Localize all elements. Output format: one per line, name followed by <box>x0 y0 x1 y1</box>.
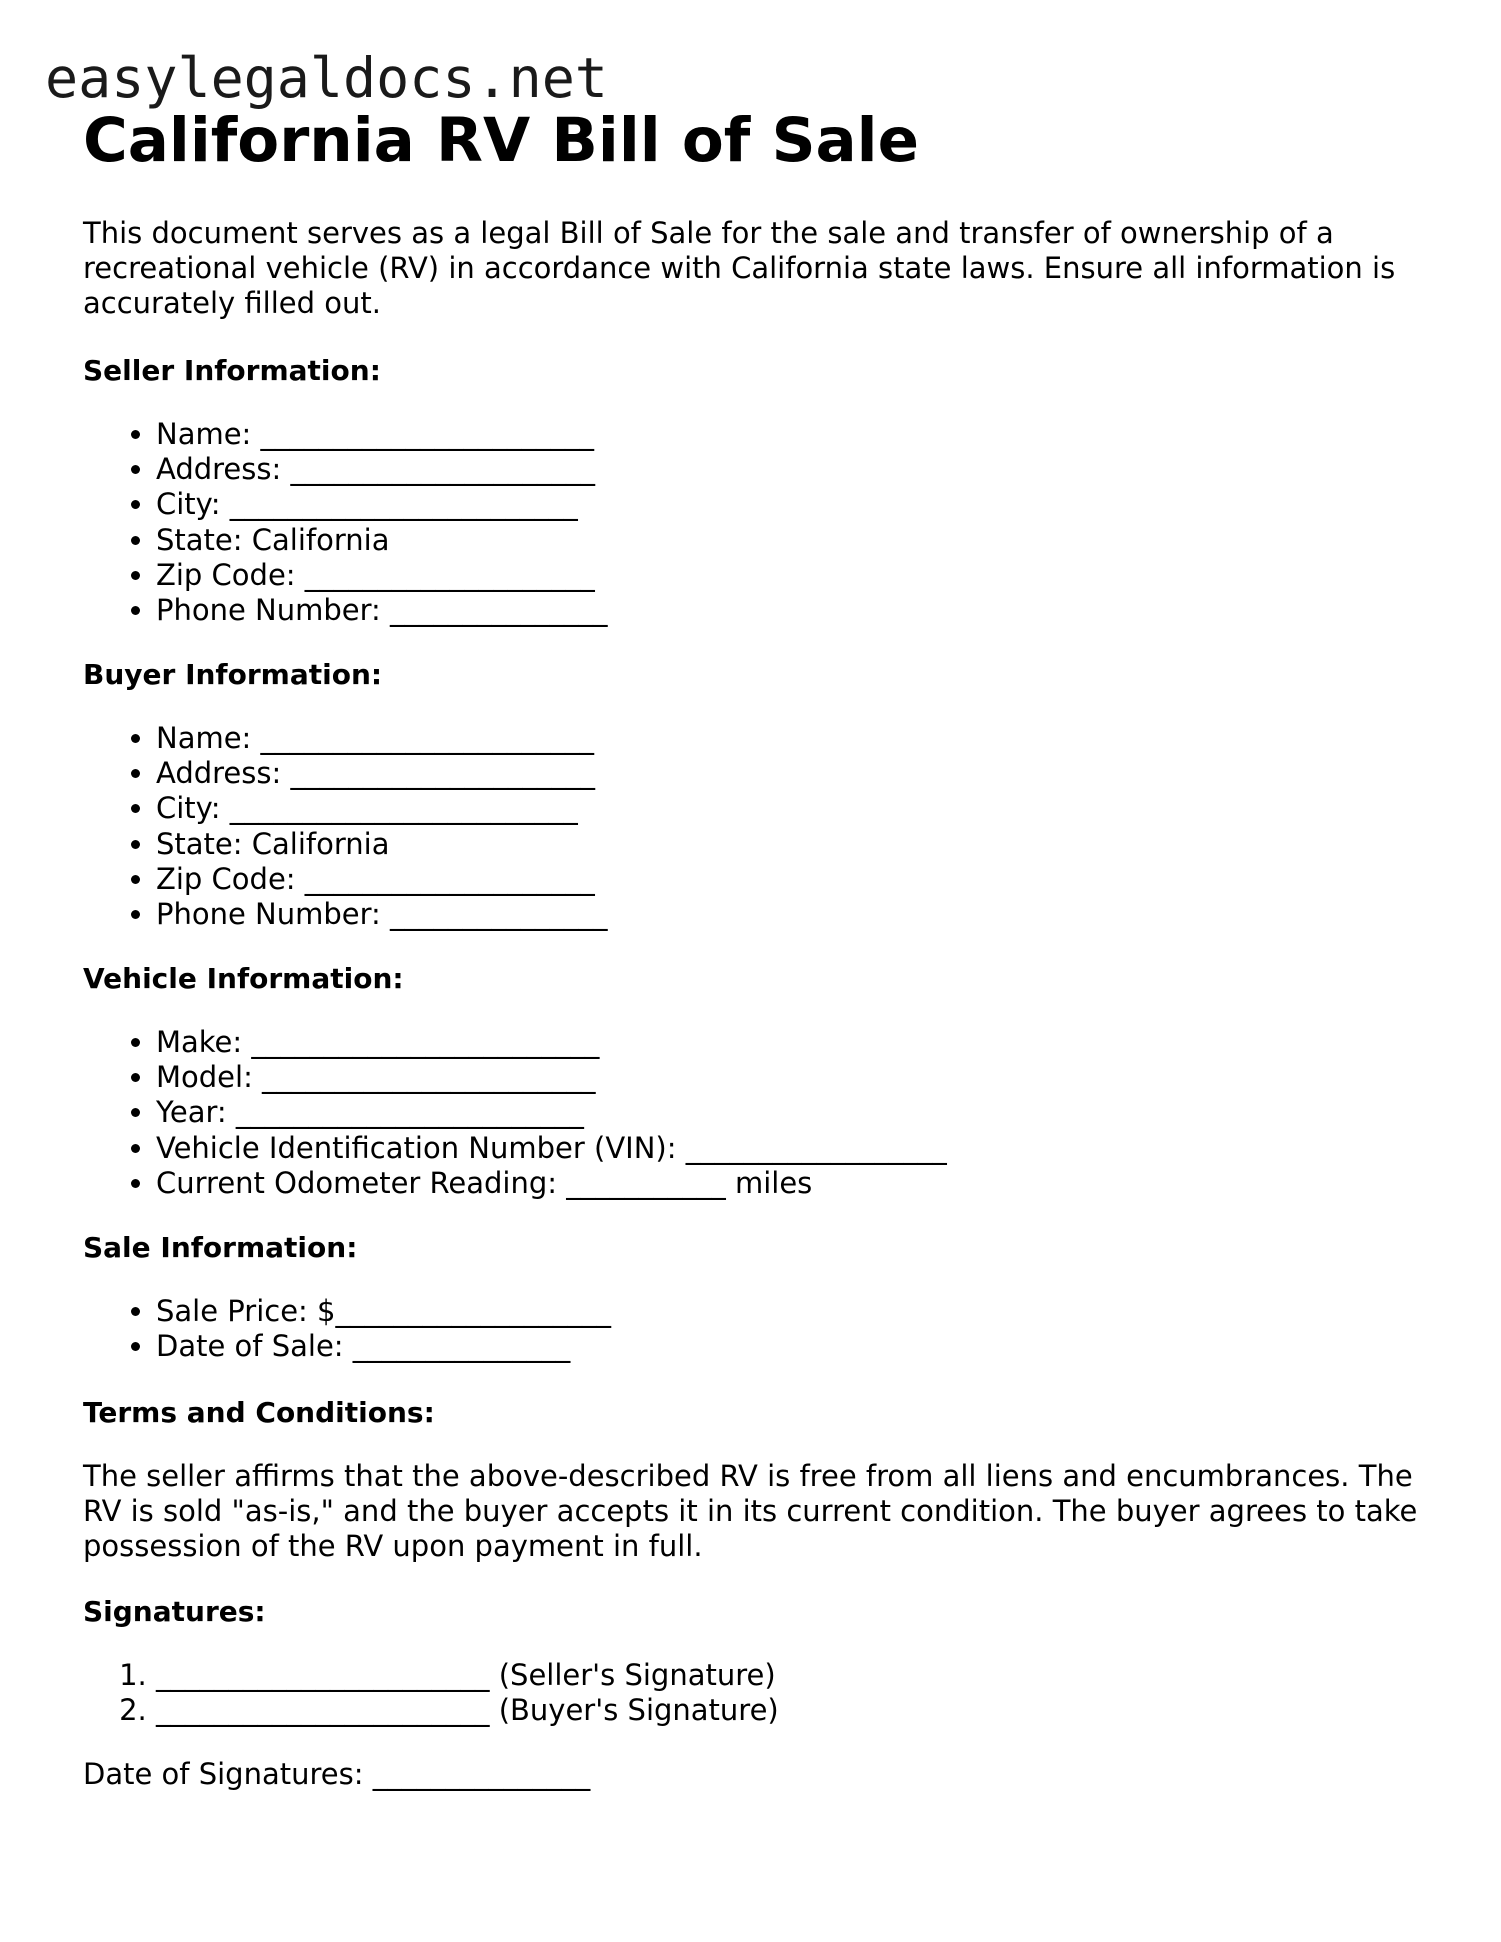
buyer-city-field: • City: ________________________ <box>156 791 1423 826</box>
intro-paragraph: This document serves as a legal Bill of Sale for the sale and transfer of ownership of a recreational vehicle (RV) in accordance with California state laws. Ensure all information is accurately filled out. <box>83 216 1396 320</box>
buyer-zip-field: • Zip Code: ____________________ <box>156 862 1423 897</box>
vehicle-list <box>83 1025 1423 1201</box>
terms-section <box>83 1395 1423 1564</box>
signatures-list <box>83 1658 1423 1728</box>
sale-list <box>83 1294 1423 1364</box>
sale-heading: Sale Information: <box>83 1231 358 1264</box>
seller-list <box>83 417 1423 628</box>
seller-signature-line: 1. _______________________ (Seller's Signature) <box>156 1658 1423 1693</box>
buyer-state-field: • State: California <box>156 827 1423 862</box>
terms-paragraph: The seller affirms that the above-described RV is free from all liens and encumbrances. The RV is sold "as-is," and the buyer accepts it in its current condition. The buyer agrees to take possession of the RV upon payment in full. <box>83 1459 1418 1563</box>
buyer-phone-field: • Phone Number: _______________ <box>156 897 1423 932</box>
signatures-section <box>83 1594 1423 1792</box>
seller-heading: Seller Information: <box>83 354 381 387</box>
seller-phone-field: • Phone Number: _______________ <box>156 593 1423 628</box>
buyer-list <box>83 721 1423 932</box>
seller-city-field: • City: ________________________ <box>156 487 1423 522</box>
vehicle-make-field: • Make: ________________________ <box>156 1025 1423 1060</box>
vehicle-section <box>83 961 1423 1201</box>
buyer-name-field: • Name: _______________________ <box>156 721 1423 756</box>
vehicle-vin-field: • Vehicle Identification Number (VIN): __________________ <box>156 1131 1423 1166</box>
buyer-address-field: • Address: _____________________ <box>156 756 1423 791</box>
buyer-signature-line: 2. _______________________ (Buyer's Signature) <box>156 1693 1423 1728</box>
seller-section <box>83 353 1423 628</box>
seller-name-field: • Name: _______________________ <box>156 417 1423 452</box>
terms-heading: Terms and Conditions: <box>83 1396 435 1429</box>
seller-zip-field: • Zip Code: ____________________ <box>156 558 1423 593</box>
signatures-heading: Signatures: <box>83 1595 266 1628</box>
buyer-heading: Buyer Information: <box>83 658 383 691</box>
watermark-text: easylegaldocs.net <box>45 46 608 110</box>
vehicle-model-field: • Model: _______________________ <box>156 1060 1423 1095</box>
vehicle-odometer-field: • Current Odometer Reading: ___________ miles <box>156 1166 1423 1201</box>
seller-state-field: • State: California <box>156 523 1423 558</box>
sale-price-field: • Sale Price: $___________________ <box>156 1294 1423 1329</box>
sale-section <box>83 1230 1423 1364</box>
vehicle-year-field: • Year: ________________________ <box>156 1095 1423 1130</box>
seller-address-field: • Address: _____________________ <box>156 452 1423 487</box>
sale-date-field: • Date of Sale: _______________ <box>156 1329 1423 1364</box>
signature-date-line: Date of Signatures: _______________ <box>83 1757 591 1792</box>
document-title: California RV Bill of Sale <box>83 105 919 176</box>
buyer-section <box>83 657 1423 932</box>
vehicle-heading: Vehicle Information: <box>83 962 404 995</box>
